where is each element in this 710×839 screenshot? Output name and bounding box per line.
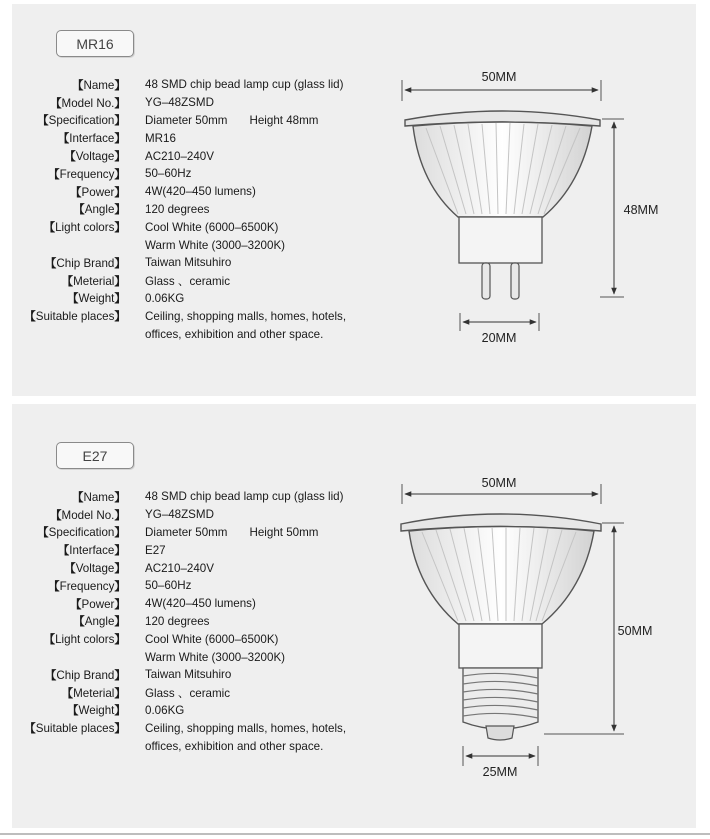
spec-height: Height 50mm <box>249 525 319 539</box>
spec-value: Ceiling, shopping malls, homes, hotels, <box>145 721 347 735</box>
dimension-bottom <box>460 313 539 345</box>
dim-label-bottom: 25MM <box>482 765 518 779</box>
e27-bulb <box>401 514 601 740</box>
spec-label: 【 Specification 】 <box>12 524 126 540</box>
dim-label-bottom: 20MM <box>481 331 517 345</box>
spec-label: 【 Interface 】 <box>12 542 126 558</box>
spec-value: AC210–240V <box>145 561 214 575</box>
spec-value: Glass 、ceramic <box>145 274 231 288</box>
mr16-bulb <box>405 111 600 299</box>
spec-value: Warm White (3000–3200K) <box>145 650 286 664</box>
spec-value: Ceiling, shopping malls, homes, hotels, <box>145 309 347 323</box>
spec-height: Height 48mm <box>249 113 319 127</box>
spec-label: 【 Frequency 】 <box>12 166 126 182</box>
e27-bulb-diagram <box>12 404 696 828</box>
product-tag: MR16 <box>56 30 134 57</box>
spec-label: 【 Specification 】 <box>12 112 126 128</box>
spec-value: offices, exhibition and other space. <box>145 739 324 753</box>
mr16-bulb-diagram <box>12 4 696 396</box>
spec-label: 【 Name 】 <box>12 489 126 505</box>
spec-value: Glass 、ceramic <box>145 686 231 700</box>
spec-value: 4W(420–450 lumens) <box>145 597 256 611</box>
dimension-top <box>402 476 601 504</box>
dim-label-top: 50MM <box>481 476 517 490</box>
dimension-top <box>402 70 601 101</box>
spec-value: 0.06KG <box>145 291 185 305</box>
spec-value: offices, exhibition and other space. <box>145 327 324 341</box>
spec-label: 【 Weight 】 <box>12 290 126 306</box>
dimension-bottom <box>463 746 538 779</box>
spec-label: 【 Suitable places 】 <box>12 308 126 324</box>
spec-value: YG–48ZSMD <box>145 96 214 110</box>
spec-label: 【 Weight 】 <box>12 702 126 718</box>
spec-label: 【 Suitable places 】 <box>12 720 126 736</box>
spec-value: 48 SMD chip bead lamp cup (glass lid) <box>145 490 344 504</box>
spec-value: AC210–240V <box>145 149 214 163</box>
dim-label-side: 50MM <box>617 624 653 638</box>
spec-value: 120 degrees <box>145 202 210 216</box>
spec-label: 【 Name 】 <box>12 77 126 93</box>
spec-label: 【 Interface 】 <box>12 130 126 146</box>
spec-value: 4W(420–450 lumens) <box>145 185 256 199</box>
spec-label: 【 Voltage 】 <box>12 560 126 576</box>
spec-value: Cool White (6000–6500K) <box>145 220 279 234</box>
spec-label: 【 Light colors 】 <box>12 631 126 647</box>
spec-label: 【 Frequency 】 <box>12 578 126 594</box>
spec-value: 50–60Hz <box>145 579 192 593</box>
spec-value: Taiwan Mitsuhiro <box>145 256 232 270</box>
dimension-side <box>600 119 658 297</box>
spec-label: 【 Power 】 <box>12 184 126 200</box>
spec-label: 【 Chip Brand 】 <box>12 667 126 683</box>
spec-label: 【 Model No. 】 <box>12 95 126 111</box>
spec-label: 【 Meterial 】 <box>12 273 126 289</box>
spec-value: Warm White (3000–3200K) <box>145 238 286 252</box>
spec-value: MR16 <box>145 131 176 145</box>
product-tag: E27 <box>56 442 134 469</box>
dim-label-side: 48MM <box>623 203 659 217</box>
spec-label: 【 Angle 】 <box>12 613 126 629</box>
spec-value: E27 <box>145 543 166 557</box>
spec-value: Taiwan Mitsuhiro <box>145 668 232 682</box>
spec-label: 【 Voltage 】 <box>12 148 126 164</box>
spec-label: 【 Light colors 】 <box>12 219 126 235</box>
spec-label: 【 Model No. 】 <box>12 507 126 523</box>
spec-value: 0.06KG <box>145 703 185 717</box>
dim-label-top: 50MM <box>481 70 517 84</box>
spec-diameter: Diameter 50mm <box>145 525 228 539</box>
footer-divider <box>0 833 710 835</box>
spec-label: 【 Angle 】 <box>12 201 126 217</box>
product-panel-e27 <box>12 404 696 828</box>
spec-value: YG–48ZSMD <box>145 508 214 522</box>
spec-label: 【 Meterial 】 <box>12 685 126 701</box>
product-panel-mr16 <box>12 4 696 396</box>
spec-label: 【 Power 】 <box>12 596 126 612</box>
spec-value: 48 SMD chip bead lamp cup (glass lid) <box>145 78 344 92</box>
spec-value: 120 degrees <box>145 614 210 628</box>
spec-value: Cool White (6000–6500K) <box>145 632 279 646</box>
spec-label: 【 Chip Brand 】 <box>12 255 126 271</box>
spec-diameter: Diameter 50mm <box>145 113 228 127</box>
spec-value: 50–60Hz <box>145 167 192 181</box>
